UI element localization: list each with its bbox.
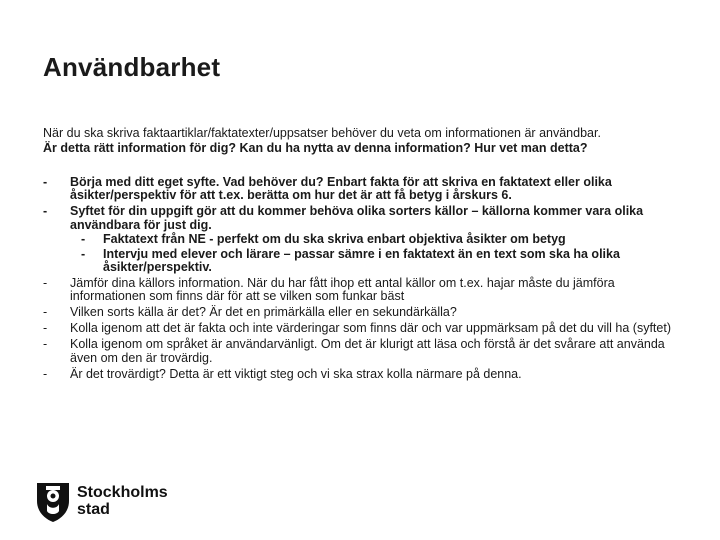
- list-item: [43, 205, 693, 274]
- logo-line-1: Stockholms: [77, 484, 168, 501]
- list-item-text: Är det trovärdigt? Detta är ett viktigt steg och vi ska strax kolla närmare på denna.: [70, 366, 522, 381]
- bullet-dash: -: [43, 204, 48, 219]
- list-item-text: Syftet för din uppgift gör att du kommer behöva olika sorters källor – källorna kommer vara olika användbara för just dig.: [70, 204, 644, 232]
- sub-list-item-text: Faktatext från NE - perfekt om du ska skriva enbart objektiva åsikter om betyg: [103, 232, 566, 247]
- list-item-text: Börja med ditt eget syfte. Vad behöver du? Enbart fakta för att skriva en faktatext eller olika åsikter/perspektiv för att t.ex. berätta om hur det är att få betyg i årskurs 6.: [70, 175, 612, 203]
- list-item-text: Kolla igenom att det är fakta och inte värderingar som finns där och var uppmärksam på det du vill ha (syftet): [70, 321, 671, 336]
- list-item-text: Jämför dina källors information. När du har fått ihop ett antal källor om t.ex. hajar måste du jämföra informationen som finns där för att se vilken som funkar bäst: [70, 276, 615, 304]
- sub-list-item: [70, 248, 693, 275]
- bullet-dash: -: [43, 175, 48, 189]
- bullet-dash: -: [81, 246, 86, 261]
- bullet-dash: -: [43, 337, 48, 352]
- list-item: [43, 338, 693, 365]
- bullet-dash: -: [43, 366, 48, 381]
- list-item-text: Vilken sorts källa är det? Är det en primärkälla eller en sekundärkälla?: [70, 305, 457, 320]
- list-item: [43, 368, 693, 381]
- sub-list: [70, 233, 693, 274]
- sub-list-item: [70, 233, 693, 246]
- list-item: [43, 277, 693, 304]
- stockholms-stad-logo: [35, 479, 168, 523]
- bullet-dash: -: [43, 321, 48, 336]
- list-item: [43, 322, 693, 335]
- intro-line-2: Är detta rätt information för dig? Kan du ha nytta av denna information? Hur vet man detta?: [43, 141, 588, 155]
- sub-list-item-text: Intervju med elever och lärare – passar sämre i en faktatext än en text som ska ha olika åsikter/perspektiv.: [103, 246, 620, 275]
- list-item: [43, 176, 693, 203]
- list-item-text: Kolla igenom om språket är användarvänligt. Om det är klurigt att läsa och förstå är det svårare att använda även om den är trovärdig.: [70, 337, 665, 365]
- city-crest-icon: [35, 479, 71, 523]
- bullet-dash: -: [43, 305, 48, 320]
- intro-paragraph: [43, 126, 693, 156]
- logo-wordmark: [77, 484, 168, 518]
- list-item: [43, 306, 693, 319]
- intro-line-1: När du ska skriva faktaartiklar/faktatexter/uppsatser behöver du veta om informationen är användbar.: [43, 126, 601, 140]
- logo-line-2: stad: [77, 501, 110, 518]
- bullet-dash: -: [81, 232, 86, 247]
- bullet-list: [43, 176, 693, 384]
- bullet-dash: -: [43, 276, 48, 291]
- page-title: Användbarhet: [43, 52, 221, 82]
